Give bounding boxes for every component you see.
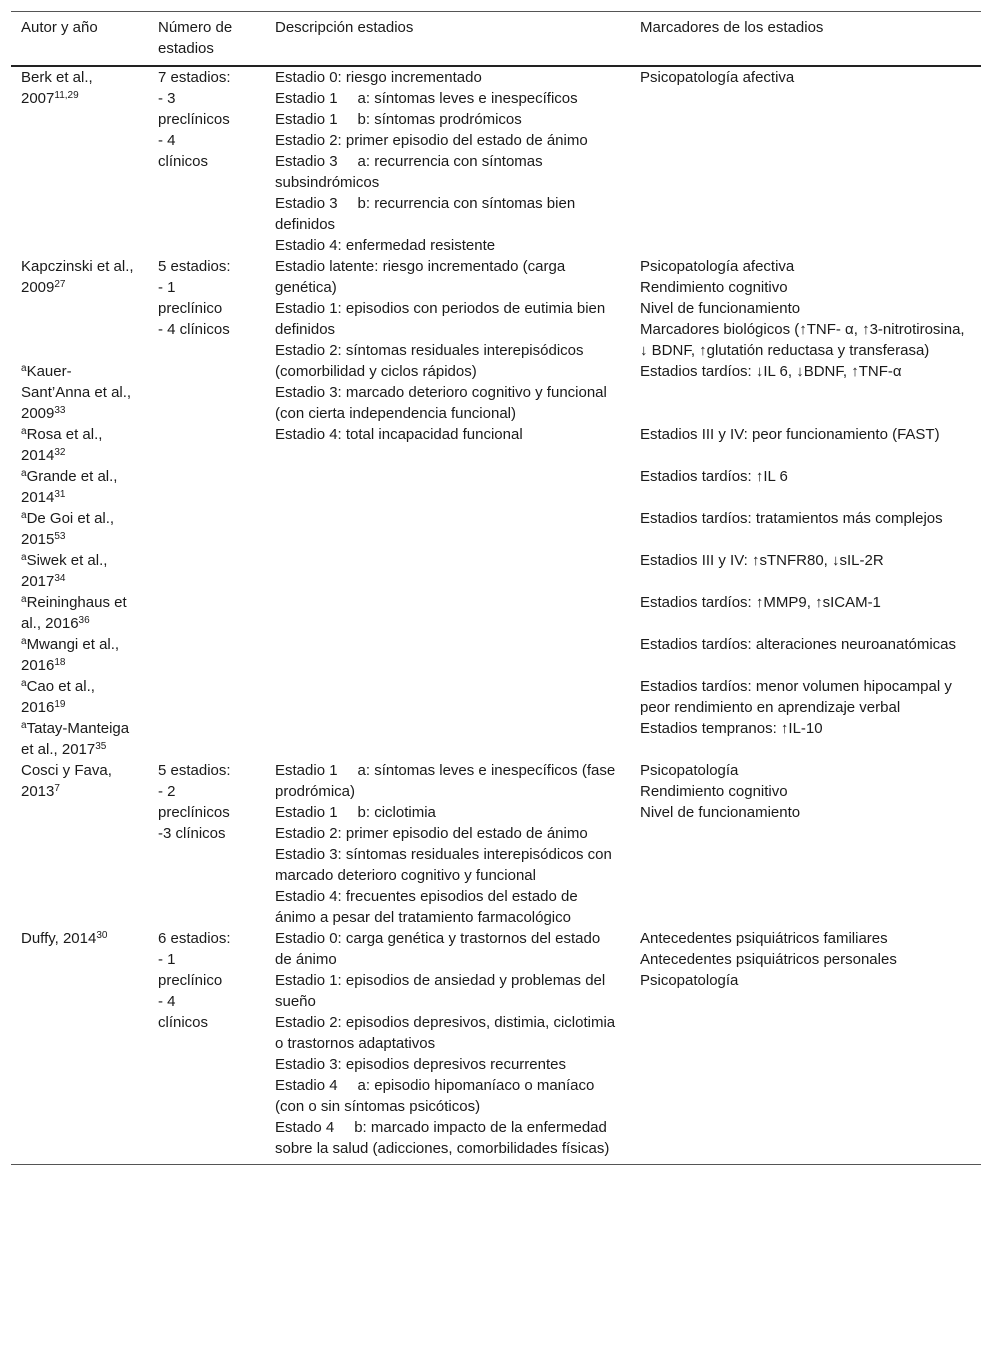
cell-author [11,760,148,928]
number-line: 5 estadios: [158,258,231,275]
cell-number [148,361,265,424]
cell-number [148,424,265,466]
footnote-mark: a [21,636,27,647]
cell-markers [630,66,981,256]
reference-superscript: 19 [54,699,66,710]
footnote-mark: a [21,510,27,521]
staging-table [11,11,981,1165]
author-text: Tatay-Manteiga et al., 2017 [21,720,130,758]
cell-markers [630,550,981,592]
reference-superscript: 18 [54,657,66,668]
footnote-mark: a [21,468,27,479]
footnote-mark: a [21,363,27,374]
marker-line: Psicopatología [640,762,739,779]
description-line: Estadio 0: carga genética y trastornos del estado de ánimo [275,930,601,968]
description-line: Estadio 1: episodios con periodos de eutimia bien definidos [275,300,606,338]
cell-markers [630,466,981,508]
reference-superscript: 33 [54,405,66,416]
number-line: 6 estadios: [158,930,231,947]
cell-number [148,466,265,508]
description-line [275,88,620,109]
cell-markers [630,760,981,928]
description-line [275,193,620,235]
author-text: Cosci y Fava, 2013 [21,762,112,800]
number-line: 7 estadios: [158,69,231,86]
stage-label: Estadio 3 [275,195,338,212]
author-text: Reininghaus et al., 2016 [21,594,127,632]
reference-superscript: 31 [54,489,66,500]
stage-label: Estadio 1 [275,762,338,779]
footnote-mark: a [21,678,27,689]
cell-markers [630,508,981,550]
author-text: Rosa et al., 2014 [21,426,103,464]
reference-superscript: 36 [78,615,90,626]
author-text: Kauer-Sant’Anna et al., 2009 [21,363,132,422]
marker-line: Estadios tardíos: ↓IL 6, ↓BDNF, ↑TNF-α [640,363,902,380]
cell-number [148,508,265,550]
cell-markers [630,676,981,718]
stage-label: Estado 4 [275,1119,335,1136]
stage-label: Estadio 4 [275,1077,338,1094]
table-row-kapczinski [11,256,981,361]
description-line [275,109,620,130]
marker-line: Estadios tardíos: menor volumen hipocampal y peor rendimiento en aprendizaje verbal [640,678,952,716]
reference-superscript: 30 [96,930,108,941]
cell-markers [630,256,981,361]
header-author-year: Autor y año [11,12,148,67]
marker-line: Estadios tardíos: alteraciones neuroanatómicas [640,636,957,653]
marker-line: Psicopatología [640,972,739,989]
table-row-cosci [11,760,981,928]
cell-description [265,760,630,928]
cell-number [148,256,265,361]
description-line [275,1117,620,1159]
description-line: Estadio latente: riesgo incrementado (carga genética) [275,258,566,296]
footnote-mark: a [21,720,27,731]
substage-text: b: síntomas prodrómicos [357,111,522,128]
cell-author [11,466,148,508]
marker-line: Psicopatología afectiva [640,258,795,275]
substage-text: b: marcado impacto de la enfermedad sobre la salud (adicciones, comorbilidades físicas) [275,1119,610,1157]
cell-author [11,508,148,550]
description-line: Estadio 2: síntomas residuales interepisódicos (comorbilidad y ciclos rápidos) [275,342,584,380]
marker-line: Psicopatología afectiva [640,69,795,86]
cell-description [265,256,630,760]
footnote-mark: a [21,426,27,437]
author-text: Duffy, 2014 [21,930,97,947]
author-text: Grande et al., 2014 [21,468,118,506]
number-line: - 4 [158,132,176,149]
author-text: De Goi et al., 2015 [21,510,115,548]
description-line: Estadio 0: riesgo incrementado [275,69,482,86]
cell-description [265,928,630,1165]
substage-text: a: síntomas leves e inespecíficos (fase prodrómica) [275,762,616,800]
number-line: - 1 [158,951,176,968]
author-text: Mwangi et al., 2016 [21,636,120,674]
cell-number [148,550,265,592]
cell-markers [630,592,981,634]
number-line: - 2 [158,783,176,800]
description-line: Estadio 2: primer episodio del estado de ánimo [275,132,588,149]
number-line: - 4 clínicos [158,321,230,338]
description-line [275,151,620,193]
number-line: preclínicos [158,111,230,128]
substage-text: a: episodio hipomaníaco o maníaco (con o sin síntomas psicóticos) [275,1077,595,1115]
cell-author [11,66,148,256]
stage-label: Estadio 3 [275,153,338,170]
number-line: - 4 [158,993,176,1010]
description-line [275,760,620,802]
marker-line: Nivel de funcionamiento [640,300,801,317]
substage-text: b: ciclotimia [357,804,436,821]
header-stage-markers: Marcadores de los estadios [630,12,981,67]
description-line: Estadio 3: episodios depresivos recurrentes [275,1056,566,1073]
table-row-duffy [11,928,981,1165]
footnote-mark: a [21,552,27,563]
substage-text: a: síntomas leves e inespecíficos [357,90,578,107]
marker-line: Estadios III y IV: peor funcionamiento (FAST) [640,426,940,443]
stage-label: Estadio 1 [275,804,338,821]
cell-author [11,256,148,361]
author-text: Cao et al., 2016 [21,678,95,716]
footnote-mark: a [21,594,27,605]
staging-table-container [11,11,981,1165]
marker-line: Marcadores biológicos (↑TNF- α, ↑3-nitrotirosina, ↓ BDNF, ↑glutatión reductasa y transferasa) [640,321,965,359]
marker-line: Estadios tempranos: ↑IL-10 [640,720,823,737]
reference-superscript: 27 [54,279,66,290]
number-line: preclínico [158,300,223,317]
description-line: Estadio 2: primer episodio del estado de ánimo [275,825,588,842]
number-line: - 3 [158,90,176,107]
number-line: -3 clínicos [158,825,226,842]
description-line: Estadio 4: frecuentes episodios del estado de ánimo a pesar del tratamiento farmacológico [275,888,578,926]
cell-number [148,634,265,676]
marker-line: Estadios III y IV: ↑sTNFR80, ↓sIL-2R [640,552,884,569]
reference-superscript: 53 [54,531,66,542]
author-text: Kapczinski et al., 2009 [21,258,134,296]
number-line: 5 estadios: [158,762,231,779]
cell-author [11,592,148,634]
description-line [275,802,620,823]
description-line [275,1075,620,1117]
cell-number [148,66,265,256]
reference-superscript: 11,29 [54,90,79,101]
cell-markers [630,928,981,1165]
number-line: clínicos [158,153,209,170]
table-row-berk [11,66,981,256]
marker-line: Estadios tardíos: ↑MMP9, ↑sICAM-1 [640,594,881,611]
cell-author [11,718,148,760]
cell-author [11,634,148,676]
reference-superscript: 35 [95,741,107,752]
number-line: preclínicos [158,804,230,821]
marker-line: Antecedentes psiquiátricos personales [640,951,897,968]
cell-author [11,676,148,718]
cell-markers [630,361,981,424]
stage-label: Estadio 1 [275,90,338,107]
cell-number [148,760,265,928]
cell-markers [630,718,981,760]
header-number-stages: Número de estadios [148,12,265,67]
description-line: Estadio 1: episodios de ansiedad y problemas del sueño [275,972,606,1010]
cell-markers [630,634,981,676]
description-line: Estadio 2: episodios depresivos, distimia, ciclotimia o trastornos adaptativos [275,1014,616,1052]
number-line: preclínico [158,972,223,989]
cell-number [148,592,265,634]
marker-line: Nivel de funcionamiento [640,804,801,821]
author-text: Siwek et al., 2017 [21,552,108,590]
marker-line: Estadios tardíos: tratamientos más complejos [640,510,943,527]
description-line: Estadio 4: enfermedad resistente [275,237,496,254]
reference-superscript: 7 [54,783,60,794]
cell-number [148,928,265,1165]
cell-author [11,550,148,592]
marker-line: Rendimiento cognitivo [640,279,788,296]
table-header-row [11,12,981,67]
number-line: - 1 [158,279,176,296]
number-line: clínicos [158,1014,209,1031]
cell-author [11,928,148,1165]
reference-superscript: 32 [54,447,66,458]
author-text: Berk et al., 2007 [21,69,93,107]
header-stage-description: Descripción estadios [265,12,630,67]
cell-number [148,676,265,718]
cell-markers [630,424,981,466]
cell-description [265,66,630,256]
marker-line: Antecedentes psiquiátricos familiares [640,930,888,947]
cell-number [148,718,265,760]
marker-line: Rendimiento cognitivo [640,783,788,800]
cell-author [11,361,148,424]
reference-superscript: 34 [54,573,66,584]
substage-text: a: recurrencia con síntomas subsindrómicos [275,153,543,191]
marker-line: Estadios tardíos: ↑IL 6 [640,468,788,485]
substage-text: b: recurrencia con síntomas bien definidos [275,195,576,233]
description-line: Estadio 3: síntomas residuales interepisódicos con marcado deterioro cognitivo y funcional [275,846,612,884]
description-line: Estadio 4: total incapacidad funcional [275,426,523,443]
stage-label: Estadio 1 [275,111,338,128]
cell-author [11,424,148,466]
description-line: Estadio 3: marcado deterioro cognitivo y funcional (con cierta independencia funcional) [275,384,607,422]
